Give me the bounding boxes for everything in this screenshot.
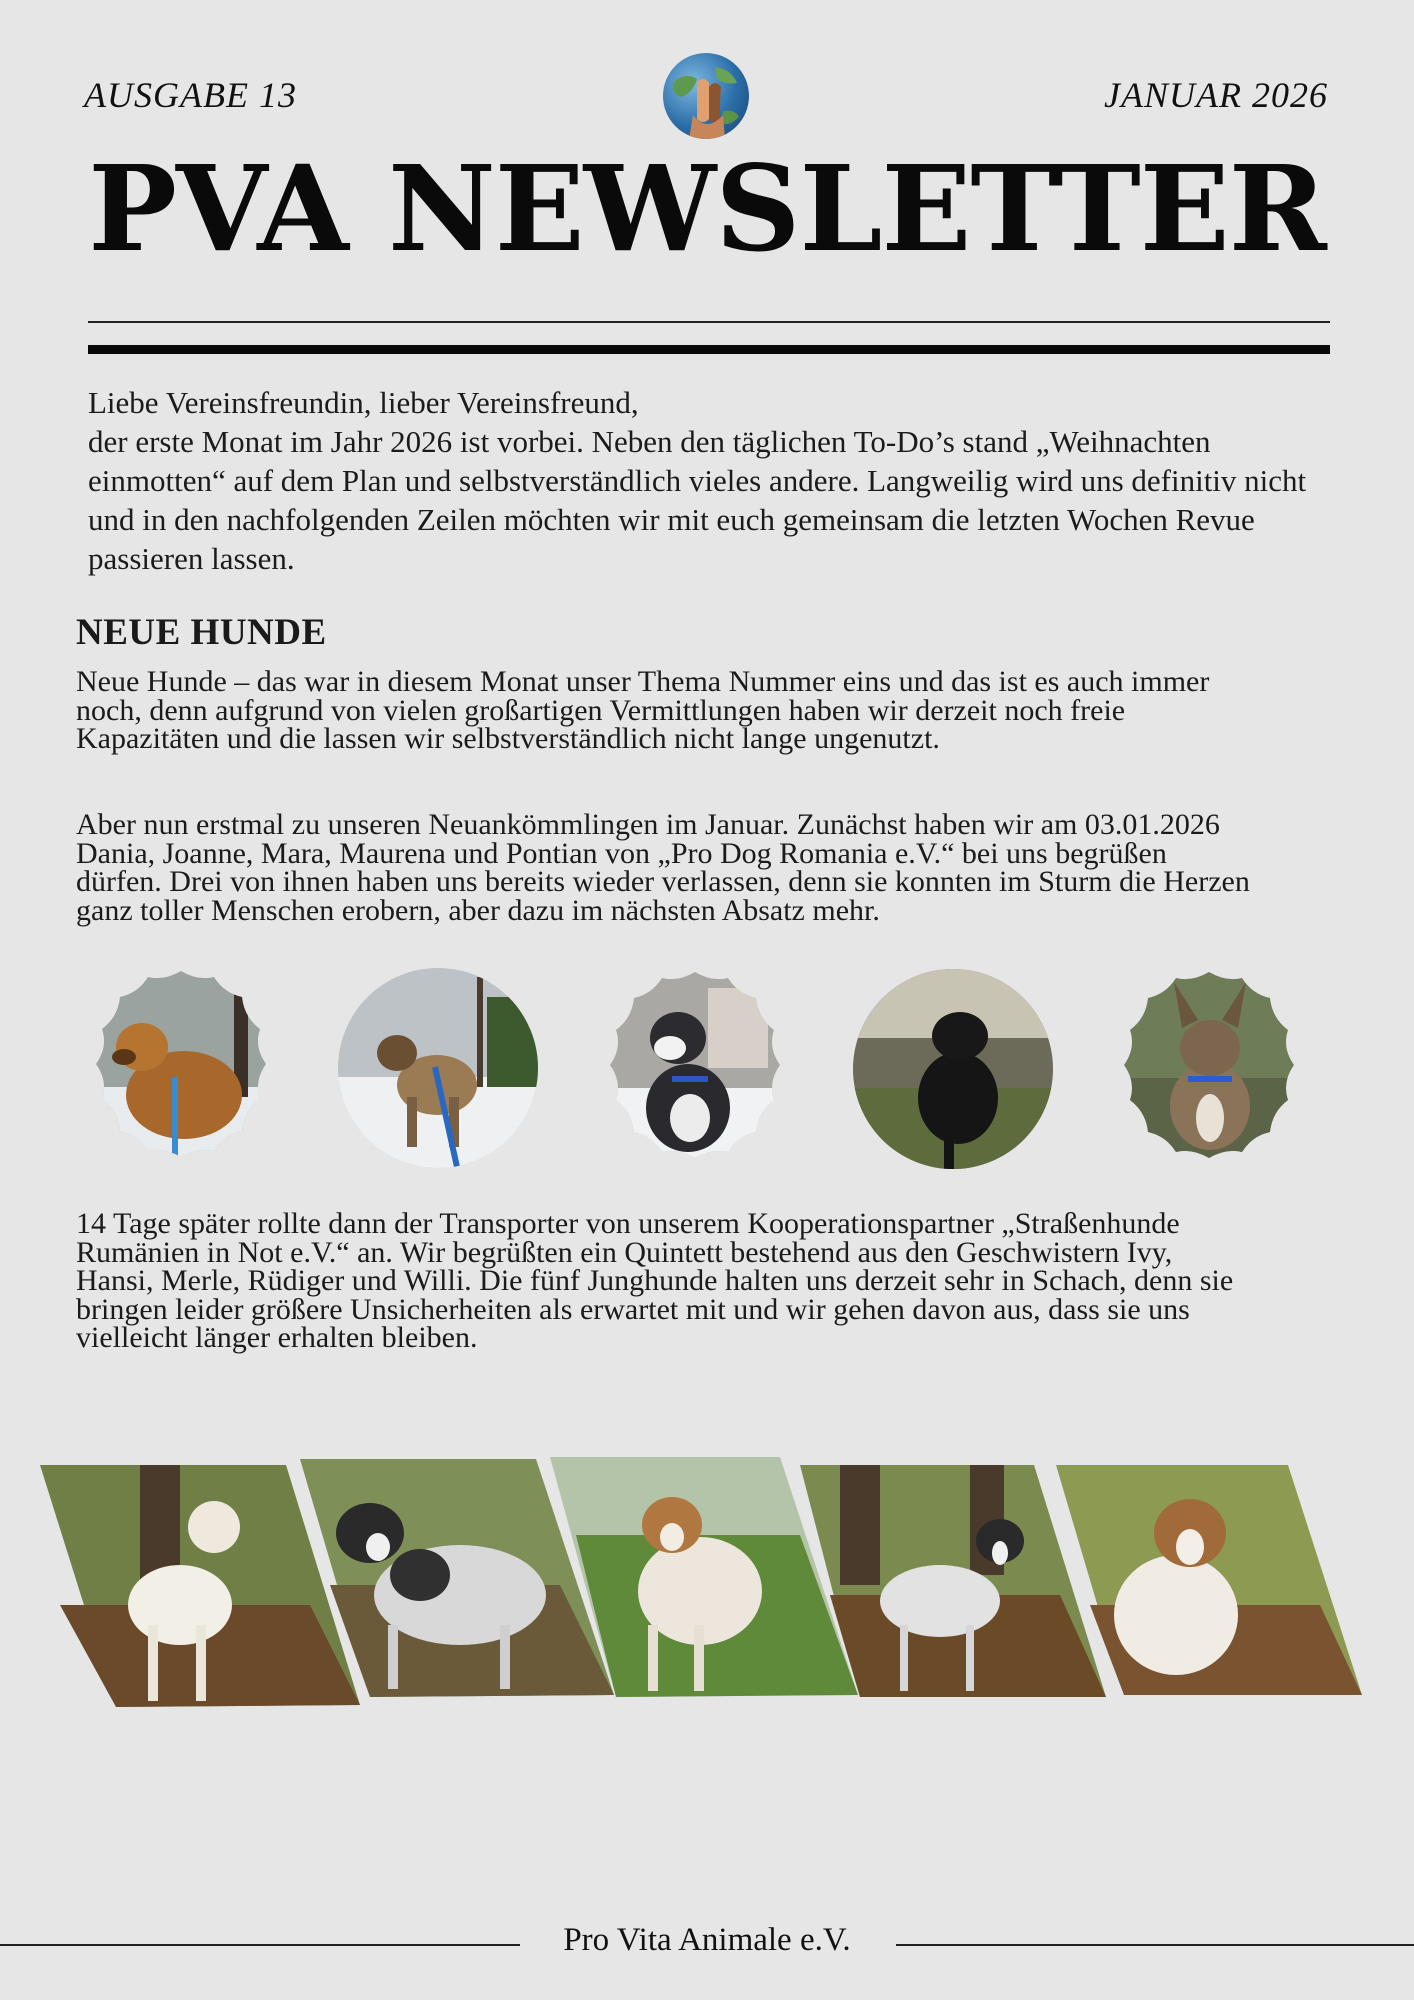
divider-thin	[88, 321, 1330, 323]
footer-text: Pro Vita Animale e.V.	[545, 1922, 868, 1958]
paragraph: Aber nun erstmal zu unseren Neuankömmlingen im Januar. Zunächst haben wir am 03.01.2026 Dania, Joanne, Mara, Maurena und Pontian von „Pro Dog Romania e.V.“ bei uns begrüßen dürfen. Drei von ihnen haben uns bereits wieder verlassen, denn sie konnten im Sturm die Herzen ganz toller Menschen erobern, aber dazu im nächsten Absatz mehr.	[76, 808, 1250, 927]
issue-date: JANUAR 2026	[1104, 75, 1328, 115]
dog-photo	[84, 967, 278, 1161]
newsletter-title: PVA NEWSLETTER	[88, 139, 1326, 278]
logo	[663, 53, 749, 139]
intro	[88, 383, 1338, 578]
paragraph: 14 Tage später rollte dann der Transporter von unserem Kooperationspartner „Straßenhunde Rumänien in Not e.V.“ an. Wir begrüßten ein Quintett bestehend aus den Geschwistern Ivy, Hansi, Merle, Rüdiger und Willi. Die fünf Junghunde halten uns derzeit sehr in Schach, denn sie bringen leider größere Unsicherheiten als erwartet mit und wir gehen davon aus, dass sie uns vielleicht länger erhalten bleiben.	[76, 1207, 1234, 1354]
dog-photo-band	[0, 1455, 1414, 1715]
intro-text: der erste Monat im Jahr 2026 ist vorbei. Neben den täglichen To-Do’s stand „Weihnachten einmotten“ auf dem Plan und selbstverständlich vieles andere. Langweilig wird uns definitiv nicht und in den nachfolgenden Zeilen möchten wir mit euch gemeinsam die letzten Wochen Revue passieren lassen.	[88, 424, 1307, 576]
globe-hands-icon	[663, 53, 749, 139]
divider-thick	[88, 345, 1330, 354]
dog-photo	[1112, 968, 1306, 1162]
dog-photo	[337, 967, 539, 1169]
paragraph: Neue Hunde – das war in diesem Monat unser Thema Nummer eins und das ist es auch immer noch, denn aufgrund von vielen großartigen Vermittlungen haben wir derzeit noch freie Kapazitäten und die lassen wir selbstverständlich nicht lange ungenutzt.	[76, 665, 1210, 755]
dog-photo	[40, 1465, 360, 1707]
footer	[0, 1922, 1414, 1959]
issue-number: AUSGABE 13	[84, 75, 297, 115]
intro-greeting: Liebe Vereinsfreundin, lieber Vereinsfreund,	[88, 385, 639, 420]
section-heading: NEUE HUNDE	[76, 612, 327, 653]
dog-photo	[852, 968, 1054, 1170]
dog-photo	[598, 968, 792, 1162]
dog-photo	[1056, 1465, 1362, 1695]
